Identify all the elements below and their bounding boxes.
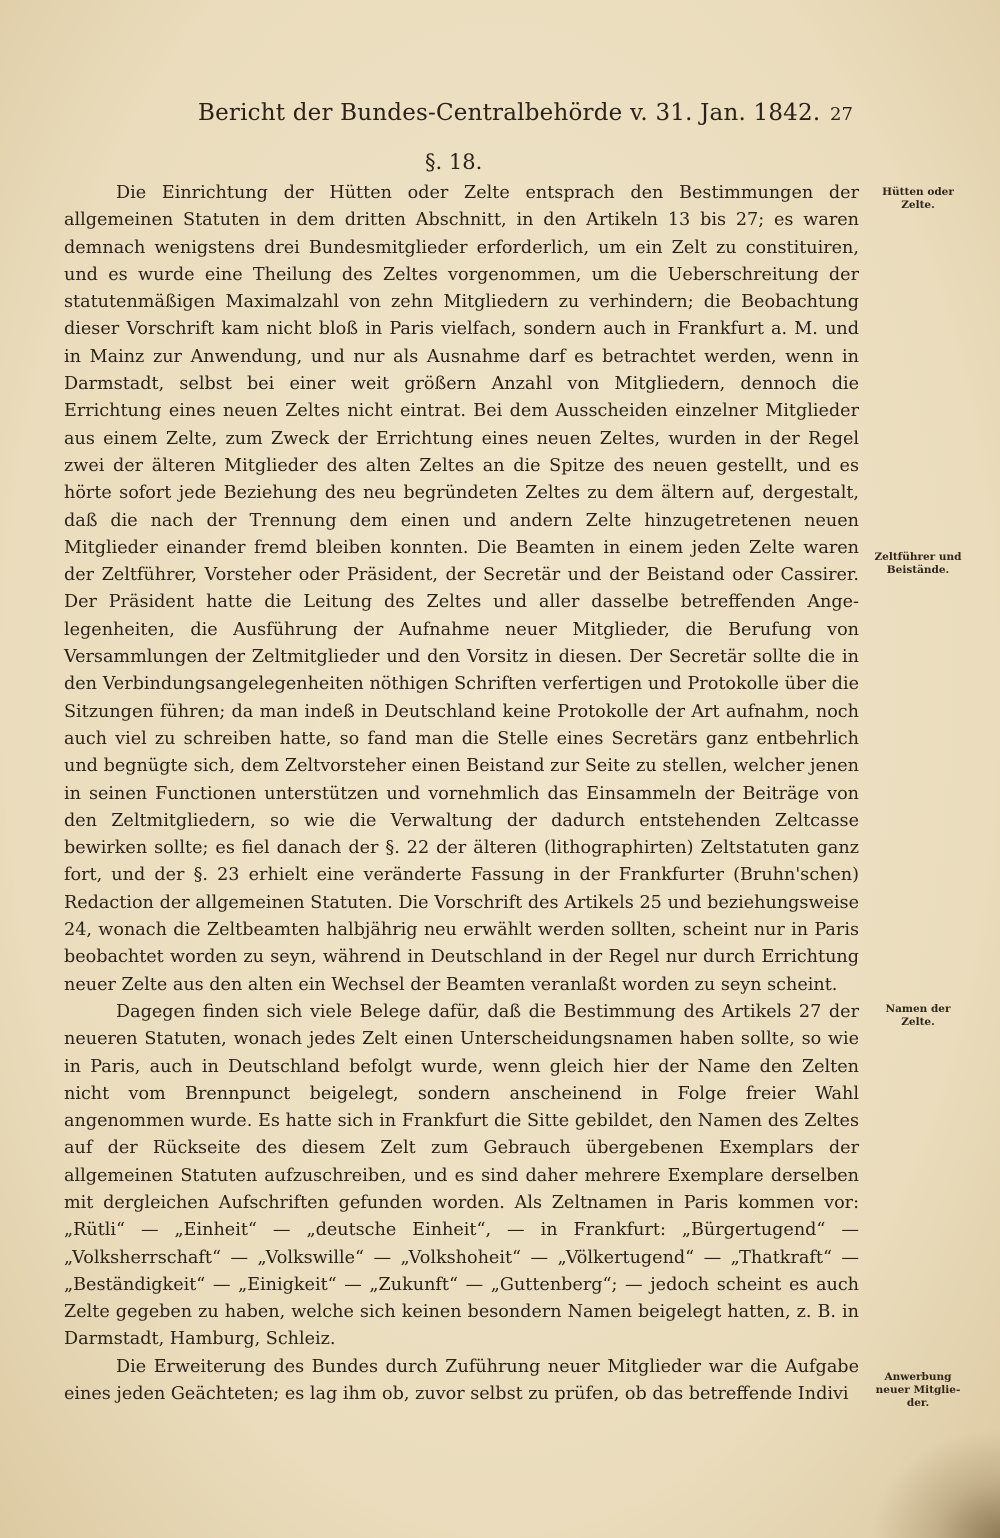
margin-note-namen: Namen der Zelte. [885,1003,951,1028]
paragraph-2: Dagegen finden sich viele Belege dafür, daß die Bestimmung des Artikels 27 der neueren Statuten, wonach jedes Zelt einen Unterscheidungsnamen haben sollte, so wie in Paris, auch in Deutschland befolgt wurde, wenn gleich hier der Name den Zelten nicht vom Brennpunct beigelegt, sondern anscheinend in Folge freier Wahl angenommen wurde. Es hatte sich in Frankfurt die Sitte gebildet, den Namen des Zeltes auf der Rückseite des diesem Zelt zum Gebrauch übergebenen Exemplars der allgemeinen Statuten aufzuschreiben, und es sind daher mehrere Exemplare derselben mit dergleichen Aufschriften gefunden worden. Als Zeltnamen in Paris kommen vor: „Rütli“ — „Einheit“ — „deutsche Einheit“, — in Frankfurt: „Bürgertugend“ — „Volksherrschaft“ — „Volkswille“ — „Volkshoheit“ — „Völkertugend“ — „Thatkraft“ — „Beständigkeit“ — „Einigkeit“ — „Zukunft“ — „Guttenberg“; — jedoch scheint es auch Zelte gegeben zu haben, welche sich keinen besondern Namen beigelegt hatten, z. B. in Darmstadt, Hamburg, Schleiz. [64,1001,859,1350]
paragraph-3: Die Erweiterung des Bundes durch Zuführung neuer Mitglieder war die Aufgabe eines jeden Geächteten; es lag ihm ob, zuvor selbst zu prüfen, ob das betreffende Indivi [64,1356,859,1405]
margin-note-anwerbung: Anwerbung neuer Mitglieder. [875,1371,961,1409]
page-number: 27 [830,104,853,125]
paragraph-1: Die Einrichtung der Hütten oder Zelte entsprach den Bestimmungen der allgemeinen Statuten in dem dritten Abschnitt, in den Artikeln 13 bis 27; es waren demnach wenigstens drei Bundesmitglieder erforderlich, um ein Zelt zu constituiren, und es wurde eine Theilung des Zeltes vorgenommen, um die Ueberschreitung der statutenmäßigen Maximalzahl von zehn Mitgliedern zu verhindern; die Beobachtung dieser Vorschrift kam nicht bloß in Paris vielfach, sondern auch in Frankfurt a. M. und in Mainz zur Anwendung, und nur als Ausnahme darf es betrachtet werden, wenn in Darmstadt, selbst bei einer weit größern Anzahl von Mitgliedern, dennoch die Errichtung eines neuen Zeltes nicht eintrat. Bei dem Ausscheiden einzelner Mitglieder aus einem Zelte, zum Zweck der Errichtung eines neuen Zeltes, wurden in der Regel zwei der älteren Mitglieder des alten Zeltes an die Spitze des neuen gestellt, und es hörte sofort jede Beziehung des neu begründeten Zeltes zu dem ältern auf, dergestalt, daß die nach der Trennung dem einen und andern Zelte hinzugetretenen neuen Mitglieder einander fremd bleiben konnten. Die Beamten in einem jeden Zelte waren der Zeltführer, Vorsteher oder Präsident, der Secretär und der Beistand oder Cassirer. Der Präsident hatte die Leitung des Zeltes und aller dasselbe betreffenden Angelegenheiten, die Ausführung der Aufnahme neuer Mitglieder, die Berufung von Versammlungen der Zeltmitglieder und den Vorsitz in diesen. Der Secretär sollte die in den Verbindungsangelegenheiten nöthigen Schriften verfertigen und Protokolle über die Sitzungen führen; da man indeß in Deutschland keine Protokolle der Art aufnahm, noch auch viel zu schreiben hatte, so fand man die Stelle eines Secretärs ganz entbehrlich und begnügte sich, dem Zeltvorsteher einen Beistand zur Seite zu stellen, welcher jenen in seinen Functionen unterstützen und vornehmlich das Einsammeln der Beiträge von den Zeltmitgliedern, so wie die Verwaltung der dadurch entstehenden Zeltcasse bewirken sollte; es fiel danach der §. 22 der älteren (lithographirten) Zeltstatuten ganz fort, und der §. 23 erhielt eine veränderte Fassung in der Frankfurter (Bruhn'schen) Redaction der allgemeinen Statuten. Die Vorschrift des Artikels 25 und beziehungsweise 24, wonach die Zeltbeamten halbjährig neu erwählt werden sollten, scheint nur in Paris beobachtet worden zu seyn, während in Deutschland in der Regel nur durch Errichtung neuer Zelte aus den alten ein Wechsel der Beamten veranlaßt worden zu seyn scheint. [64,183,859,995]
margin-note-huetten: Hütten oder Zelte. [882,186,954,211]
body-text [64,180,859,1408]
margin-note-zeltfuehrer: Zeltführer und Beistände. [874,551,962,576]
page-stain [870,1428,1000,1538]
running-header: Bericht der Bundes-Centralbehörde v. 31. Jan. 1842. [198,100,821,126]
section-heading: §. 18. [425,150,483,174]
